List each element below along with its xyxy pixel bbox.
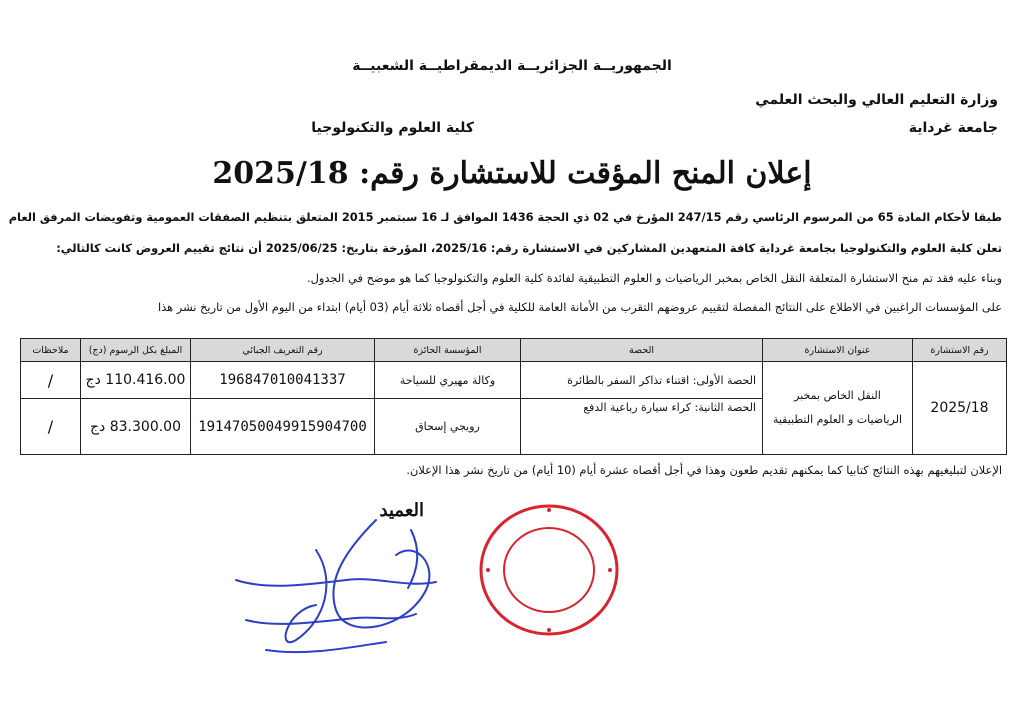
notes-cell: / bbox=[21, 362, 81, 399]
dean-title: العميد bbox=[379, 500, 424, 521]
company-cell: رويجي إسحاق bbox=[375, 399, 521, 455]
university-name: جامعة غرداية bbox=[908, 120, 998, 136]
amount-cell bbox=[81, 399, 191, 455]
faculty-seal bbox=[476, 500, 622, 640]
company-cell: وكالة مهيري للسياحة bbox=[375, 362, 521, 399]
award-paragraph: وبناء عليه فقد تم منح الاستشارة المتعلقة النقل الخاص بمخبر الرياضيات و العلوم التطبيقية لفائدة كلية العلوم والتكنولوجيا كما هو موضح في الجدول. bbox=[307, 271, 1002, 285]
faculty-name: كلية العلوم والتكنولوجيا bbox=[311, 120, 474, 136]
header-consultation-number: رقم الاستشارة bbox=[913, 339, 1007, 362]
header-lot: الحصة bbox=[521, 339, 763, 362]
header-amount: المبلغ بكل الرسوم (دج) bbox=[81, 339, 191, 362]
tax-id-cell: 196847010041337 bbox=[191, 362, 375, 399]
ministry-name: وزارة التعليم العالي والبحث العلمي bbox=[755, 92, 998, 108]
document-title: إعلان المنح المؤقت للاستشارة رقم: 2025/18 bbox=[212, 156, 812, 191]
amount-value: 83.300.00 bbox=[109, 418, 181, 435]
notes-cell: / bbox=[21, 399, 81, 455]
header-consultation-title: عنوان الاستشارة bbox=[763, 339, 913, 362]
table-header-row bbox=[21, 339, 1007, 362]
header-tax-id: رقم التعريف الجبائي bbox=[191, 339, 375, 362]
republic-heading: الجمهوريــة الجزائريــة الديمقراطيــة الشعبيــة bbox=[352, 58, 672, 74]
tax-id-cell: 19147050049915904700 bbox=[191, 399, 375, 455]
consultation-number-cell: 2025/18 bbox=[913, 362, 1007, 455]
handwritten-signature bbox=[176, 510, 476, 670]
appeal-paragraph: الإعلان لتبليغيهم بهذه النتائج كتابيا كما يمكنهم تقديم طعون وهذا في أجل أقصاه عشرة أيام (10 أيام) من تاريخ نشر هذا الإعلان. bbox=[406, 463, 1002, 477]
legal-basis-paragraph: طبقا لأحكام المادة 65 من المرسوم الرئاسي رقم 247/15 المؤرخ في 02 ذي الحجة 1436 الموافق لـ 16 سبتمبر 2015 المتعلق بتنظيم الصفقات العمومية وتفويضات المرفق العام bbox=[8, 210, 1002, 224]
consultation-title-cell: النقل الخاص بمخبر الرياضيات و العلوم التطبيقية bbox=[763, 362, 913, 455]
lot-cell: الحصة الثانية: كراء سيارة رباعية الدفع bbox=[521, 399, 763, 455]
header-notes: ملاحظات bbox=[21, 339, 81, 362]
announcement-paragraph: تعلن كلية العلوم والتكنولوجيا بجامعة غرداية كافة المتعهدين المشاركين في الاستشارة رقم: 2025/16، المؤرخة بتاريخ: 2025/06/25 أن نتائج تقييم العروض كانت كالتالي: bbox=[56, 241, 1002, 255]
lot-cell: الحصة الأولى: اقتناء تذاكر السفر بالطائرة bbox=[521, 362, 763, 399]
signature-strokes bbox=[236, 520, 436, 652]
header-company: المؤسسة الحائزة bbox=[375, 339, 521, 362]
amount-value: 110.416.00 bbox=[105, 372, 186, 388]
currency-label: دج bbox=[90, 418, 106, 435]
seal-rings bbox=[481, 506, 617, 634]
currency-label: دج bbox=[85, 372, 101, 388]
table-row bbox=[21, 362, 1007, 399]
review-paragraph: على المؤسسات الراغبين في الاطلاع على النتائج المفصلة لتقييم عروضهم التقرب من الأمانة العامة للكلية في أجل أقصاه ثلاثة أيام (03 أيام) ابتداء من اليوم الأول من تاريخ نشر هذا bbox=[158, 300, 1002, 314]
results-table bbox=[20, 338, 1007, 455]
amount-cell bbox=[81, 362, 191, 399]
